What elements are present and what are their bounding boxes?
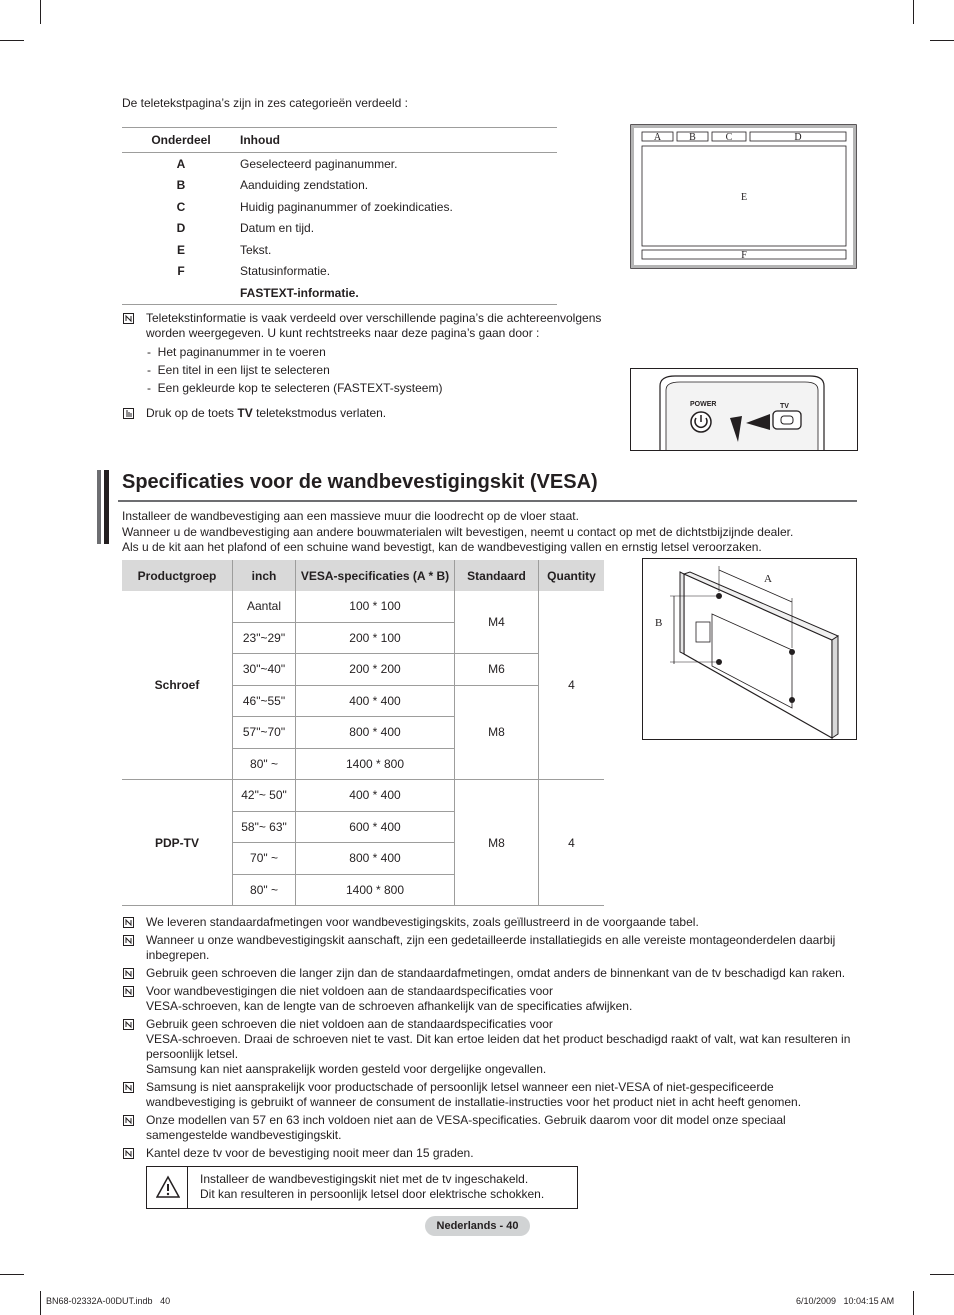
table-cell: FASTEXT-informatie. [240, 282, 557, 304]
inch-cell: 80" ~ [233, 748, 296, 780]
warning-line: Installeer de wandbevestigingskit niet met de tv ingeschakeld. [200, 1172, 529, 1186]
label-d: D [794, 132, 802, 143]
vesa-cell: 400 * 400 [296, 685, 455, 717]
note-icon [123, 1082, 134, 1093]
table-header: Standaard [455, 560, 539, 591]
crop-mark [40, 1291, 41, 1315]
vesa-cell: 1400 * 800 [296, 874, 455, 906]
exit-note-key: TV [237, 406, 253, 420]
intro-line: Installeer de wandbevestiging aan een massieve muur die loodrecht op de vloer staat. [122, 509, 579, 523]
table-row [122, 261, 557, 283]
crop-mark [40, 0, 41, 24]
table-header: Quantity [539, 560, 605, 591]
table-row [122, 282, 557, 304]
vesa-cell: 100 * 100 [296, 591, 455, 622]
vesa-cell: 600 * 400 [296, 811, 455, 843]
quantity-cell: 4 [539, 591, 605, 780]
note-text: Wanneer u onze wandbevestigingskit aanschaft, zijn een gedetailleerde installatiegids en alle vereiste montageonderdelen daarbij inbegrepen. [146, 933, 836, 962]
section-bar [97, 470, 101, 544]
footer-file: BN68-02332A-00DUT.indb 40 [46, 1296, 171, 1306]
standard-cell: M8 [455, 780, 539, 906]
table-cell: D [176, 221, 186, 236]
list-item: - Een gekleurde kop te selecteren (FASTEXT-systeem) [147, 381, 443, 395]
label-b: B [689, 132, 696, 143]
inch-cell: 57"~70" [233, 717, 296, 749]
exit-note-prefix: Druk op de toets [146, 406, 238, 420]
note-text: Gebruik geen schroeven die niet voldoen aan de standaardspecificaties voor VESA-schroeven. Draai de schroeven niet te vast. Dit kan ertoe leiden dat het product beschadigd raakt of valt, wat kan resulteren in persoonlijk letsel. Samsung kan niet aansprakelijk worden gesteld voor dergelijke ongevallen. [146, 1017, 851, 1076]
group-cell: Schroef [122, 591, 233, 780]
table-header: Productgroep [122, 560, 233, 591]
bullet-text: Het paginanummer in te voeren [157, 345, 326, 359]
vesa-cell: 200 * 200 [296, 654, 455, 686]
crop-mark [913, 1291, 914, 1315]
table-cell: Aanduiding zendstation. [240, 178, 369, 193]
crop-mark [930, 1274, 954, 1275]
vesa-cell: 800 * 400 [296, 843, 455, 875]
table-header: inch [233, 560, 296, 591]
tv-label: TV [780, 403, 789, 410]
list-item: - Het paginanummer in te voeren [147, 345, 326, 359]
table-cell: C [176, 199, 186, 214]
table-cell [122, 282, 240, 304]
note-text: Samsung is niet aansprakelijk voor productschade of persoonlijk letsel wanneer een niet-VESA of niet-gespecificeerde wandbevestiging is gebruikt of wanneer de consument de installatie-instructies voor het product niet in acht heeft genomen. [146, 1080, 802, 1109]
table-row [122, 196, 557, 218]
exit-note [146, 406, 386, 421]
note-icon [123, 1115, 134, 1126]
note-text: Gebruik geen schroeven die langer zijn dan de standaardafmetingen, omdat anders de binnenkant van de tv beschadigd kan raken. [146, 966, 846, 980]
standard-cell: M4 [455, 591, 539, 654]
inch-cell: 42"~ 50" [233, 780, 296, 812]
crop-mark [0, 40, 24, 41]
note-icon [123, 935, 134, 946]
table-row [122, 239, 557, 261]
table-cell: Tekst. [240, 242, 272, 257]
tv-wall-mount-diagram [642, 558, 858, 741]
warning-box [146, 1166, 578, 1209]
table-cell: F [177, 264, 185, 279]
intro-line: Wanneer u de wandbevestiging aan andere bouwmaterialen wilt bevestigen, neemt u contact op met de dichtstbijzijnde dealer. [122, 524, 794, 539]
quantity-cell: 4 [539, 780, 605, 906]
vesa-table [122, 560, 604, 906]
note-icon [123, 1148, 134, 1159]
teletext-table [122, 127, 557, 305]
inch-cell: 30"~40" [233, 654, 296, 686]
bullet-text: Een titel in een lijst te selecteren [157, 363, 330, 377]
bullet-text: Een gekleurde kop te selecteren (FASTEXT-systeem) [157, 381, 443, 395]
table-header: Inhoud [240, 128, 557, 153]
inch-cell: 46"~55" [233, 685, 296, 717]
teletext-bullet-list [147, 343, 442, 397]
table-cell: Geselecteerd paginanummer. [240, 156, 398, 171]
group-cell: PDP-TV [122, 780, 233, 906]
power-label: POWER [690, 401, 717, 408]
standard-cell: M8 [455, 685, 539, 780]
vesa-cell: 200 * 100 [296, 622, 455, 654]
table-row [122, 175, 557, 197]
label-c: C [725, 132, 733, 143]
note-icon [123, 986, 134, 997]
exit-note-suffix: teletekstmodus verlaten. [252, 406, 387, 420]
vesa-cell: 400 * 400 [296, 780, 455, 812]
note-icon [123, 917, 134, 928]
page-badge: Nederlands - 40 [425, 1216, 530, 1236]
note-text: Voor wandbevestigingen die niet voldoen aan de standaardspecificaties voor VESA-schroeven, kan de lengte van de schroeven afhankelijk van de specificaties afwijken. [146, 984, 633, 1013]
vesa-cell: 800 * 400 [296, 717, 455, 749]
warning-line: Dit kan resulteren in persoonlijk letsel door elektrische schokken. [200, 1187, 545, 1201]
dimension-b-label: B [655, 617, 663, 629]
section-title-rule [118, 500, 857, 502]
warning-divider [187, 1167, 188, 1208]
table-cell: B [176, 178, 186, 193]
section-intro [122, 509, 793, 556]
note-icon [123, 1019, 134, 1030]
table-header: VESA-specificaties (A * B) [296, 560, 455, 591]
note-text: Onze modellen van 57 en 63 inch voldoen niet aan de VESA-specificaties. Gebruik daarom voor dit model onze speciaal samengestelde wandbevestigingskit. [146, 1113, 786, 1142]
crop-mark [0, 1274, 24, 1275]
dimension-a-label: A [764, 573, 772, 585]
inch-cell: 58"~ 63" [233, 811, 296, 843]
table-cell: E [176, 242, 185, 257]
remote-control-illustration [630, 368, 858, 452]
tv-button [773, 411, 801, 429]
crop-mark [913, 0, 914, 24]
inch-cell: 80" ~ [233, 874, 296, 906]
table-row [122, 153, 557, 175]
inch-cell: 23"~29" [233, 622, 296, 654]
vesa-cell: 1400 * 800 [296, 748, 455, 780]
intro-line: Als u de kit aan het plafond of een schuine wand bevestigt, kan de wandbevestiging vallen en ernstig letsel veroorzaken. [122, 540, 762, 554]
table-row [122, 218, 557, 240]
table-row [122, 780, 604, 812]
table-cell: Huidig paginanummer of zoekindicaties. [240, 199, 453, 214]
table-cell: A [176, 156, 186, 171]
standard-cell: M6 [455, 654, 539, 686]
label-a: A [653, 132, 662, 143]
table-header: Onderdeel [122, 128, 240, 153]
inch-cell: 70" ~ [233, 843, 296, 875]
inch-cell: Aantal [233, 591, 296, 622]
table-cell: Statusinformatie. [240, 264, 331, 279]
section-bar [104, 470, 109, 544]
note-icon [123, 313, 134, 324]
teletext-note-text: Teletekstinformatie is vaak verdeeld over verschillende pagina’s die achtereenvolgens worden weergegeven. U kunt rechtstreeks naar deze pagina’s gaan door : [146, 311, 602, 340]
list-item: - Een titel in een lijst te selecteren [147, 363, 330, 377]
footer-date: 6/10/2009 10:04:15 AM [796, 1296, 895, 1306]
note-text: Kantel deze tv voor de bevestiging nooit meer dan 15 graden. [146, 1146, 474, 1160]
warning-icon [156, 1175, 180, 1199]
table-cell: Datum en tijd. [240, 221, 315, 236]
crop-mark [930, 40, 954, 41]
hand-icon [123, 408, 134, 419]
teletext-intro: De teletekstpagina’s zijn in zes categorieën verdeeld : [122, 96, 408, 110]
teletext-screen-diagram [630, 124, 858, 270]
label-e: E [740, 192, 748, 203]
warning-text [200, 1172, 544, 1202]
section-title: Specificaties voor de wandbevestigingskit (VESA) [122, 471, 598, 493]
note-icon [123, 968, 134, 979]
label-f: F [741, 250, 747, 261]
note-text: We leveren standaardafmetingen voor wandbevestigingskits, zoals geïllustreerd in de voorgaande tabel. [146, 915, 699, 929]
table-row [122, 591, 604, 622]
